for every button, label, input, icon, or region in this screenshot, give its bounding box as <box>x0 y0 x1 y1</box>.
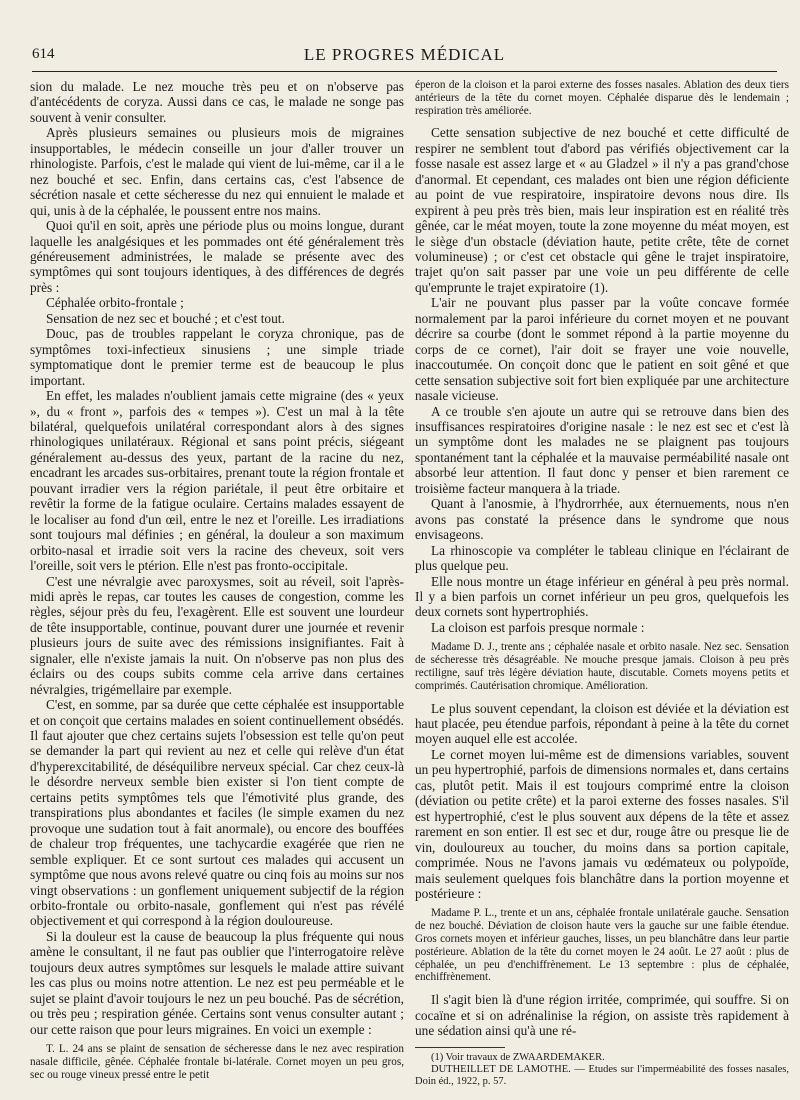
footnote: (1) Voir travaux de ZWAARDEMAKER. <box>431 1051 605 1063</box>
paragraph: Sensation de nez sec et bouché ; et c'est tout. <box>46 310 285 326</box>
right-column <box>415 79 789 1088</box>
case-note: T. L. 24 ans se plaint de sensation de sécheresse dans le nez avec respiration nasale difficile, gênée. Céphalée frontale bi-latérale. Cornet moyen un peu gros, sec ou rouge vineux pressé entre le petit <box>30 1043 404 1081</box>
paragraph: sion du malade. Le nez mouche très peu et on n'observe pas d'antécédents de coryza. Aussi dans ce cas, le malade ne songe pas souvent à venir consulter. <box>30 79 404 125</box>
paragraph: Céphalée orbito-frontale ; <box>46 295 184 311</box>
case-note: éperon de la cloison et la paroi externe des fosses nasales. Ablation des deux tiers antérieurs de la tête du cornet moyen. Céphalée disparue dès le lendemain ; respiration très améliorée. <box>415 79 789 117</box>
journal-title: LE PROGRES MÉDICAL <box>303 45 506 64</box>
header-rule <box>32 71 777 72</box>
page-header <box>32 44 777 66</box>
paragraph: C'est, en somme, par sa durée que cette céphalée est insupportable et on conçoit que certains malades en soient continuellement obsédés. Il faut ajouter que chez certains sujets l'obsession est telle qu'on peut se demander la part qui revient au nez et celle qui relève d'un état d'hyperexcitabilité, de déséquilibre nerveux spécial. Car chez ceux-là le désordre nerveux semble bien exister si l'on tient compte de certains petits symptômes tels que l'émotivité plus grande, des transpirations plus abondantes et faciles (le simple examen du nez provoque une sudation tout à fait anormale), ou encore des bouffées de chaleur trop fréquentes, une tachycardie exagérée que rien ne semble expliquer. Et ce sont surtout ces malades qui accusent un symptôme que nous avons relevé quatre ou cinq fois au moins sur nos vingt observations : un gonflement uniquement subjectif de la région orbito-frontale ou orbito-nasale, gonflement qui n'est pas révélé objectivement et qui correspond à la région douloureuse. <box>30 697 404 929</box>
paragraph: Elle nous montre un étage inférieur en général à peu près normal. Il y a bien parfois un cornet inférieur un peu gros, quelquefois les deux cornets sont hypertrophiés. <box>415 573 789 620</box>
paragraph: Douc, pas de troubles rappelant le coryza chronique, pas de symptômes toxi-infectieux sinusiens ; une simple triade symptomatique dont le premier terme est de beaucoup le plus important. <box>30 326 404 388</box>
paragraph: L'air ne pouvant plus passer par la voûte concave formée normalement par la paroi inférieure du cornet moyen et ne pouvant décrire sa courbe (dont le sommet répond à la partie moyenne du corps de ce cornet), l'air doit se frayer une voie nouvelle, inaccoutumée. On conçoit donc que le patient en soit gêné et que cette sensation subjective soit fort bien expliquée par une architecture nasale vicieuse. <box>415 295 789 404</box>
paragraph: La cloison est parfois presque normale : <box>431 619 645 635</box>
paragraph: Il s'agit bien là d'une région irritée, comprimée, qui souffre. Si on cocaïne et si on adrénalinise la région, on assiste très rapidement à une sédation ainsi qu'à une ré- <box>415 992 789 1039</box>
paragraph: Après plusieurs semaines ou plusieurs mois de migraines insupportables, le médecin conseille un jour d'aller trouver un rhinologiste. Parfois, c'est le malade qui vient de lui-même, car il a le nez bouché et sec. Enfin, dans certains cas, c'est l'absence de sécrétion nasale et cette sécheresse du nez qui ennuient le malade et qui, unis à de la céphalée, le poussent entre nos mains. <box>30 125 404 218</box>
paragraph: Quant à l'anosmie, à l'hydrorrhée, aux éternuements, nous n'en avons pas constaté la présence dans le syndrome que nous envisageons. <box>415 496 789 543</box>
left-column <box>30 79 404 1089</box>
paragraph: Quoi qu'il en soit, après une période plus ou moins longue, durant laquelle les analgésiques et les pommades ont été généralement très généreusement administrées, le malade se présente avec des symptômes qui sont toujours identiques, à des différences de degrés près : <box>30 218 404 295</box>
page-number: 614 <box>32 46 55 62</box>
paragraph: La rhinoscopie va compléter le tableau clinique en l'éclairant de plus quelque peu. <box>415 542 789 574</box>
case-note: Madame D. J., trente ans ; céphalée nasale et orbito nasale. Nez sec. Sensation de sécheresse très désagréable. Ne mouche presque jamais. Cloison à peu près rectiligne, sauf très légère déviation haute, discutable. Cornets moyens petits et comprimés. Cautérisation chromique. Amélioration. <box>415 641 789 692</box>
paragraph: Le cornet moyen lui-même est de dimensions variables, souvent un peu hypertrophié, parfois de dimensions normales et, dans certains cas, plutôt petit. Mais il est toujours comprimé entre la cloison (déviation ou petite crête) et la paroi externe des fosses nasales. S'il est hypertrophié, c'est le plus souvent aux dépens de la tête et assez rarement en son entier. Il est sec et dur, rouge âtre ou presque lie de vin, douloureux au toucher, du moins dans sa portion capitale, comprimée. Nous ne l'avons jamais vu œdémateux ou polypoïde, mais seulement quelques fois blanchâtre dans la portion moyenne et postérieure : <box>415 746 789 901</box>
footnote-rule <box>415 1047 505 1048</box>
paragraph: Le plus souvent cependant, la cloison est déviée et la déviation est haut placée, peu étendue parfois, répondant à peine à la tête du cornet moyen auquel elle est accolée. <box>415 700 789 747</box>
paragraph: En effet, les malades n'oublient jamais cette migraine (des « yeux », du « front », parfois des « tempes »). C'est un mal à la tête bilatéral, quelquefois unilatéral correspondant alors à des signes rhinologiques unilatéraux. Régional et sans point précis, siégeant généralement au-dessus des yeux, partant de la racine du nez, encadrant les arcades sus-orbitaires, prenant toute la région frontale et pouvant irradier vers la région pariétale, il peut être orbitaire et revêtir la forme de la fatigue oculaire. Certains malades essayent de le localiser au fond d'un œil, entre le nez et l'oreille. Les irradiations sont toujours mal définies ; en général, la douleur a son maximum orbito-nasal et irradie soit vers la racine des cheveux, soit vers l'oreille, soit vers le ptérion. Elle n'est pas fronto-occipitale. <box>30 388 404 574</box>
case-note: Madame P. L., trente et un ans, céphalée frontale unilatérale gauche. Sensation de nez bouché. Déviation de cloison haute vers la gauche sur une faible étendue. Gros cornets moyen et inférieur gauches, lisses, un peu blanchâtre dans leur partie postérieure. Ablation de la tête du cornet moyen le 24 août. Le 27 août : plus de céphalée, un peu d'enchiffrènement. Le 13 septembre : plus de céphalée, enchiffrènement. <box>415 907 789 984</box>
footnote: DUTHEILLET DE LAMOTHE. — Etudes sur l'imperméabilité des fosses nasales, Doin éd., 1922, p. 57. <box>415 1063 789 1087</box>
paragraph: A ce trouble s'en ajoute un autre qui se retrouve dans bien des insuffisances respiratoires d'origine nasale : le nez est sec et c'est là un symptôme dont les malades ne se plaignent pas toujours spontanément tant la céphalée et la mauvaise perméabilité nasale ont absorbé leur attention. Il faut donc y penser et bien rarement ce troisième facteur manquera à la triade. <box>415 403 789 496</box>
paragraph: Si la douleur est la cause de beaucoup la plus fréquente qui nous amène le consultant, il ne faut pas oublier que l'interrogatoire relève toujours deux autres symptômes sur lesquels le malade attire suivant les cas plus ou moins notre attention. Le nez est peu perméable et le sujet se plaint d'avoir toujours le nez un peu bouché. Pas de sécrétion, ou très peu ; respiration génée. Certains sont venus consulter autant ; our cette raison que pour leurs migraines. En voici un exemple : <box>30 928 404 1037</box>
paragraph: C'est une névralgie avec paroxysmes, soit au réveil, soit l'après-midi après le repas, car toutes les causes de congestion, comme les règles, séjour près du feu, l'exagèrent. Elle est souvent une lourdeur de tête insupportable, continue, pouvant durer une journée et revenir plusieurs jours de suite avec des rémissions insignifiantes. Fait à signaler, elle n'existe jamais la nuit. On n'observe pas non plus des éclairs ou des coups subits comme cela arrive dans certaines névralgies, trigémellaire par exemple. <box>30 573 404 697</box>
paragraph: Cette sensation subjective de nez bouché et cette difficulté de respirer ne semblent tout d'abord pas vérifiés objectivement car la fosse nasale est assez large et « au Gladzel » il n'y a pas grand'chose d'anormal. Et cependant, ces malades ont bien une région déficiente au point de vue respiratoire, inspiratoire devons nous dire. Ils expirent à peu près très bien, mais leur inspiration est en réalité très gênée, car le méat moyen, toute la zone moyenne du méat moyen, est le siège d'un obstacle (déviation haute, petite crête, tête de cornet volumineuse) ; or c'est cet obstacle qui gêne le trajet inspiratoire, trajet qu'on sait passer par une voie un peu différente de celle qu'emprunte le trajet expiratoire (1). <box>415 125 789 295</box>
